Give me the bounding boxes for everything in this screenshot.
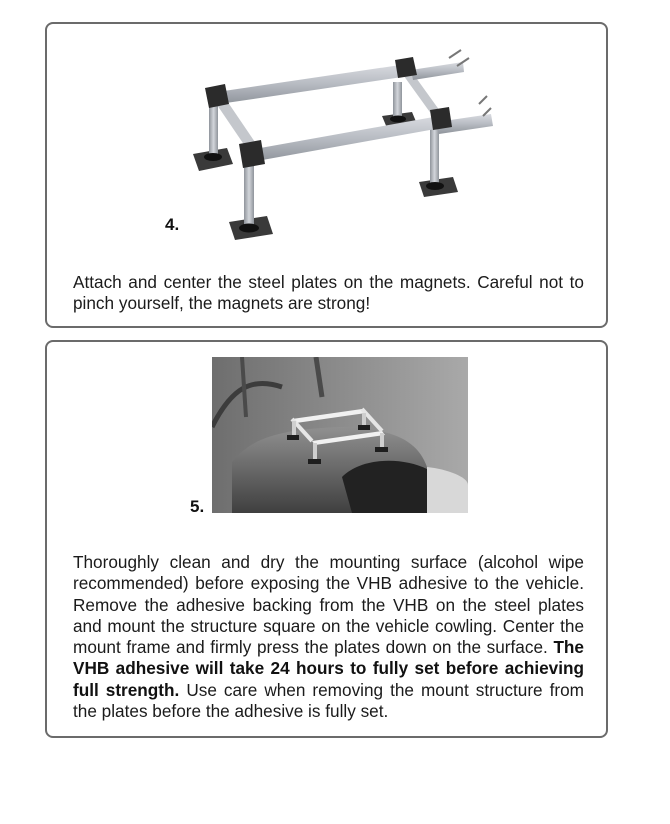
step-5-text-outro: Use care when removing the mount structure from the plates before the adhesive is fully set.	[73, 679, 584, 722]
step-5-instructions	[73, 552, 584, 722]
step-4-instructions: Attach and center the steel plates on the magnets. Careful not to pinch yourself, the magnets are strong!	[73, 272, 584, 314]
step-5-number: 5.	[190, 497, 205, 516]
step-4-card	[45, 22, 608, 328]
step-5-text-bold-warning: The VHB adhesive will take 24 hours to fully set before achieving full strength.	[73, 637, 584, 700]
step-5-text-intro: Thoroughly clean and dry the mounting surface (alcohol wipe recommended) before exposing the VHB adhesive to the vehicle. Remove the adhesive backing from the VHB on the steel plates and mount the structure square on the vehicle cowling. Center the mount frame and firmly press the plates down on the surface.	[73, 552, 584, 658]
step-5-card	[45, 340, 608, 738]
mount-frame-illustration	[187, 44, 497, 249]
vehicle-cowling-render	[212, 357, 468, 513]
step-4-number: 4.	[165, 215, 180, 234]
